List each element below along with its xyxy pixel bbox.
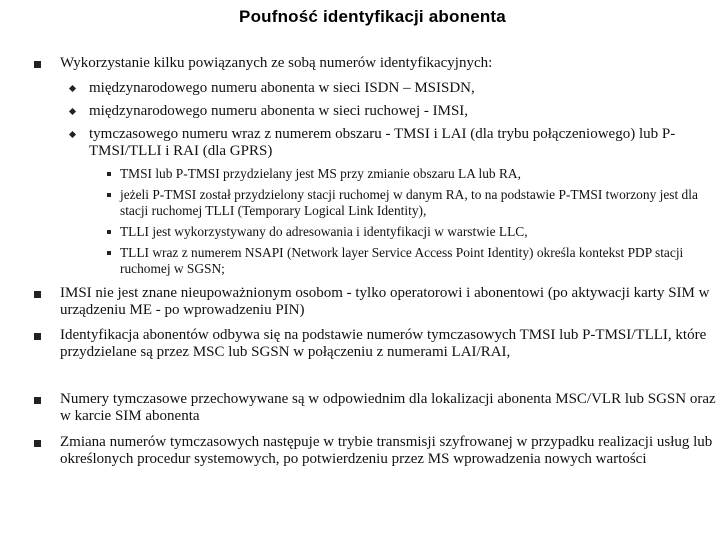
- square-bullet-icon: [34, 397, 41, 404]
- square-bullet-icon: [34, 291, 41, 298]
- small-square-bullet-icon: [107, 251, 111, 255]
- list-item: Zmiana numerów tymczasowych następuje w trybie transmisji szyfrowanej w przypadku realizacji usług lub określonych procedur systemowych, po potwierdzeniu przez MS wprowadzenia nowych wartości: [60, 434, 713, 467]
- list-item: międzynarodowego numeru abonenta w sieci ruchowej - IMSI,: [89, 103, 469, 119]
- list-item: tymczasowego numeru wraz z numerem obszaru - TMSI i LAI (dla trybu połączeniowego) lub P-TMSI/TLLI i RAI (dla GPRS): [89, 126, 676, 159]
- small-square-bullet-icon: [107, 172, 111, 176]
- diamond-bullet-icon: [69, 131, 76, 138]
- list-item: TLLI wraz z numerem NSAPI (Network layer Service Access Point Identity) określa kontekst PDP stacji ruchomej w SGSN;: [120, 245, 684, 276]
- square-bullet-icon: [34, 440, 41, 447]
- diamond-bullet-icon: [69, 85, 76, 92]
- small-square-bullet-icon: [107, 230, 111, 234]
- list-item: IMSI nie jest znane nieupoważnionym osobom - tylko operatorowi i abonentowi (po aktywacji karty SIM w urządzeniu ME - po wprowadzeniu PIN): [60, 285, 710, 318]
- list-item: TLLI jest wykorzystywany do adresowania i identyfikacji w warstwie LLC,: [120, 224, 528, 239]
- square-bullet-icon: [34, 61, 41, 68]
- diamond-bullet-icon: [69, 108, 76, 115]
- list-item: Wykorzystanie kilku powiązanych ze sobą numerów identyfikacyjnych:: [60, 55, 493, 71]
- list-item: Numery tymczasowe przechowywane są w odpowiednim dla lokalizacji abonenta MSC/VLR lub SGSN oraz w karcie SIM abonenta: [60, 391, 716, 424]
- list-item: Identyfikacja abonentów odbywa się na podstawie numerów tymczasowych TMSI lub P-TMSI/TLLI, które przydzielane są przez MSC lub SGSN w połączeniu z numerami LAI/RAI,: [60, 327, 707, 360]
- list-item: TMSI lub P-TMSI przydzielany jest MS przy zmianie obszaru LA lub RA,: [120, 166, 521, 181]
- small-square-bullet-icon: [107, 193, 111, 197]
- list-item: jeżeli P-TMSI został przydzielony stacji ruchomej w danym RA, to na podstawie P-TMSI tworzony jest dla stacji ruchomej TLLI (Temporary Logical Link Identity),: [120, 187, 698, 218]
- slide-title: Poufność identyfikacji abonenta: [239, 7, 506, 26]
- list-item: międzynarodowego numeru abonenta w sieci ISDN – MSISDN,: [89, 80, 475, 96]
- square-bullet-icon: [34, 333, 41, 340]
